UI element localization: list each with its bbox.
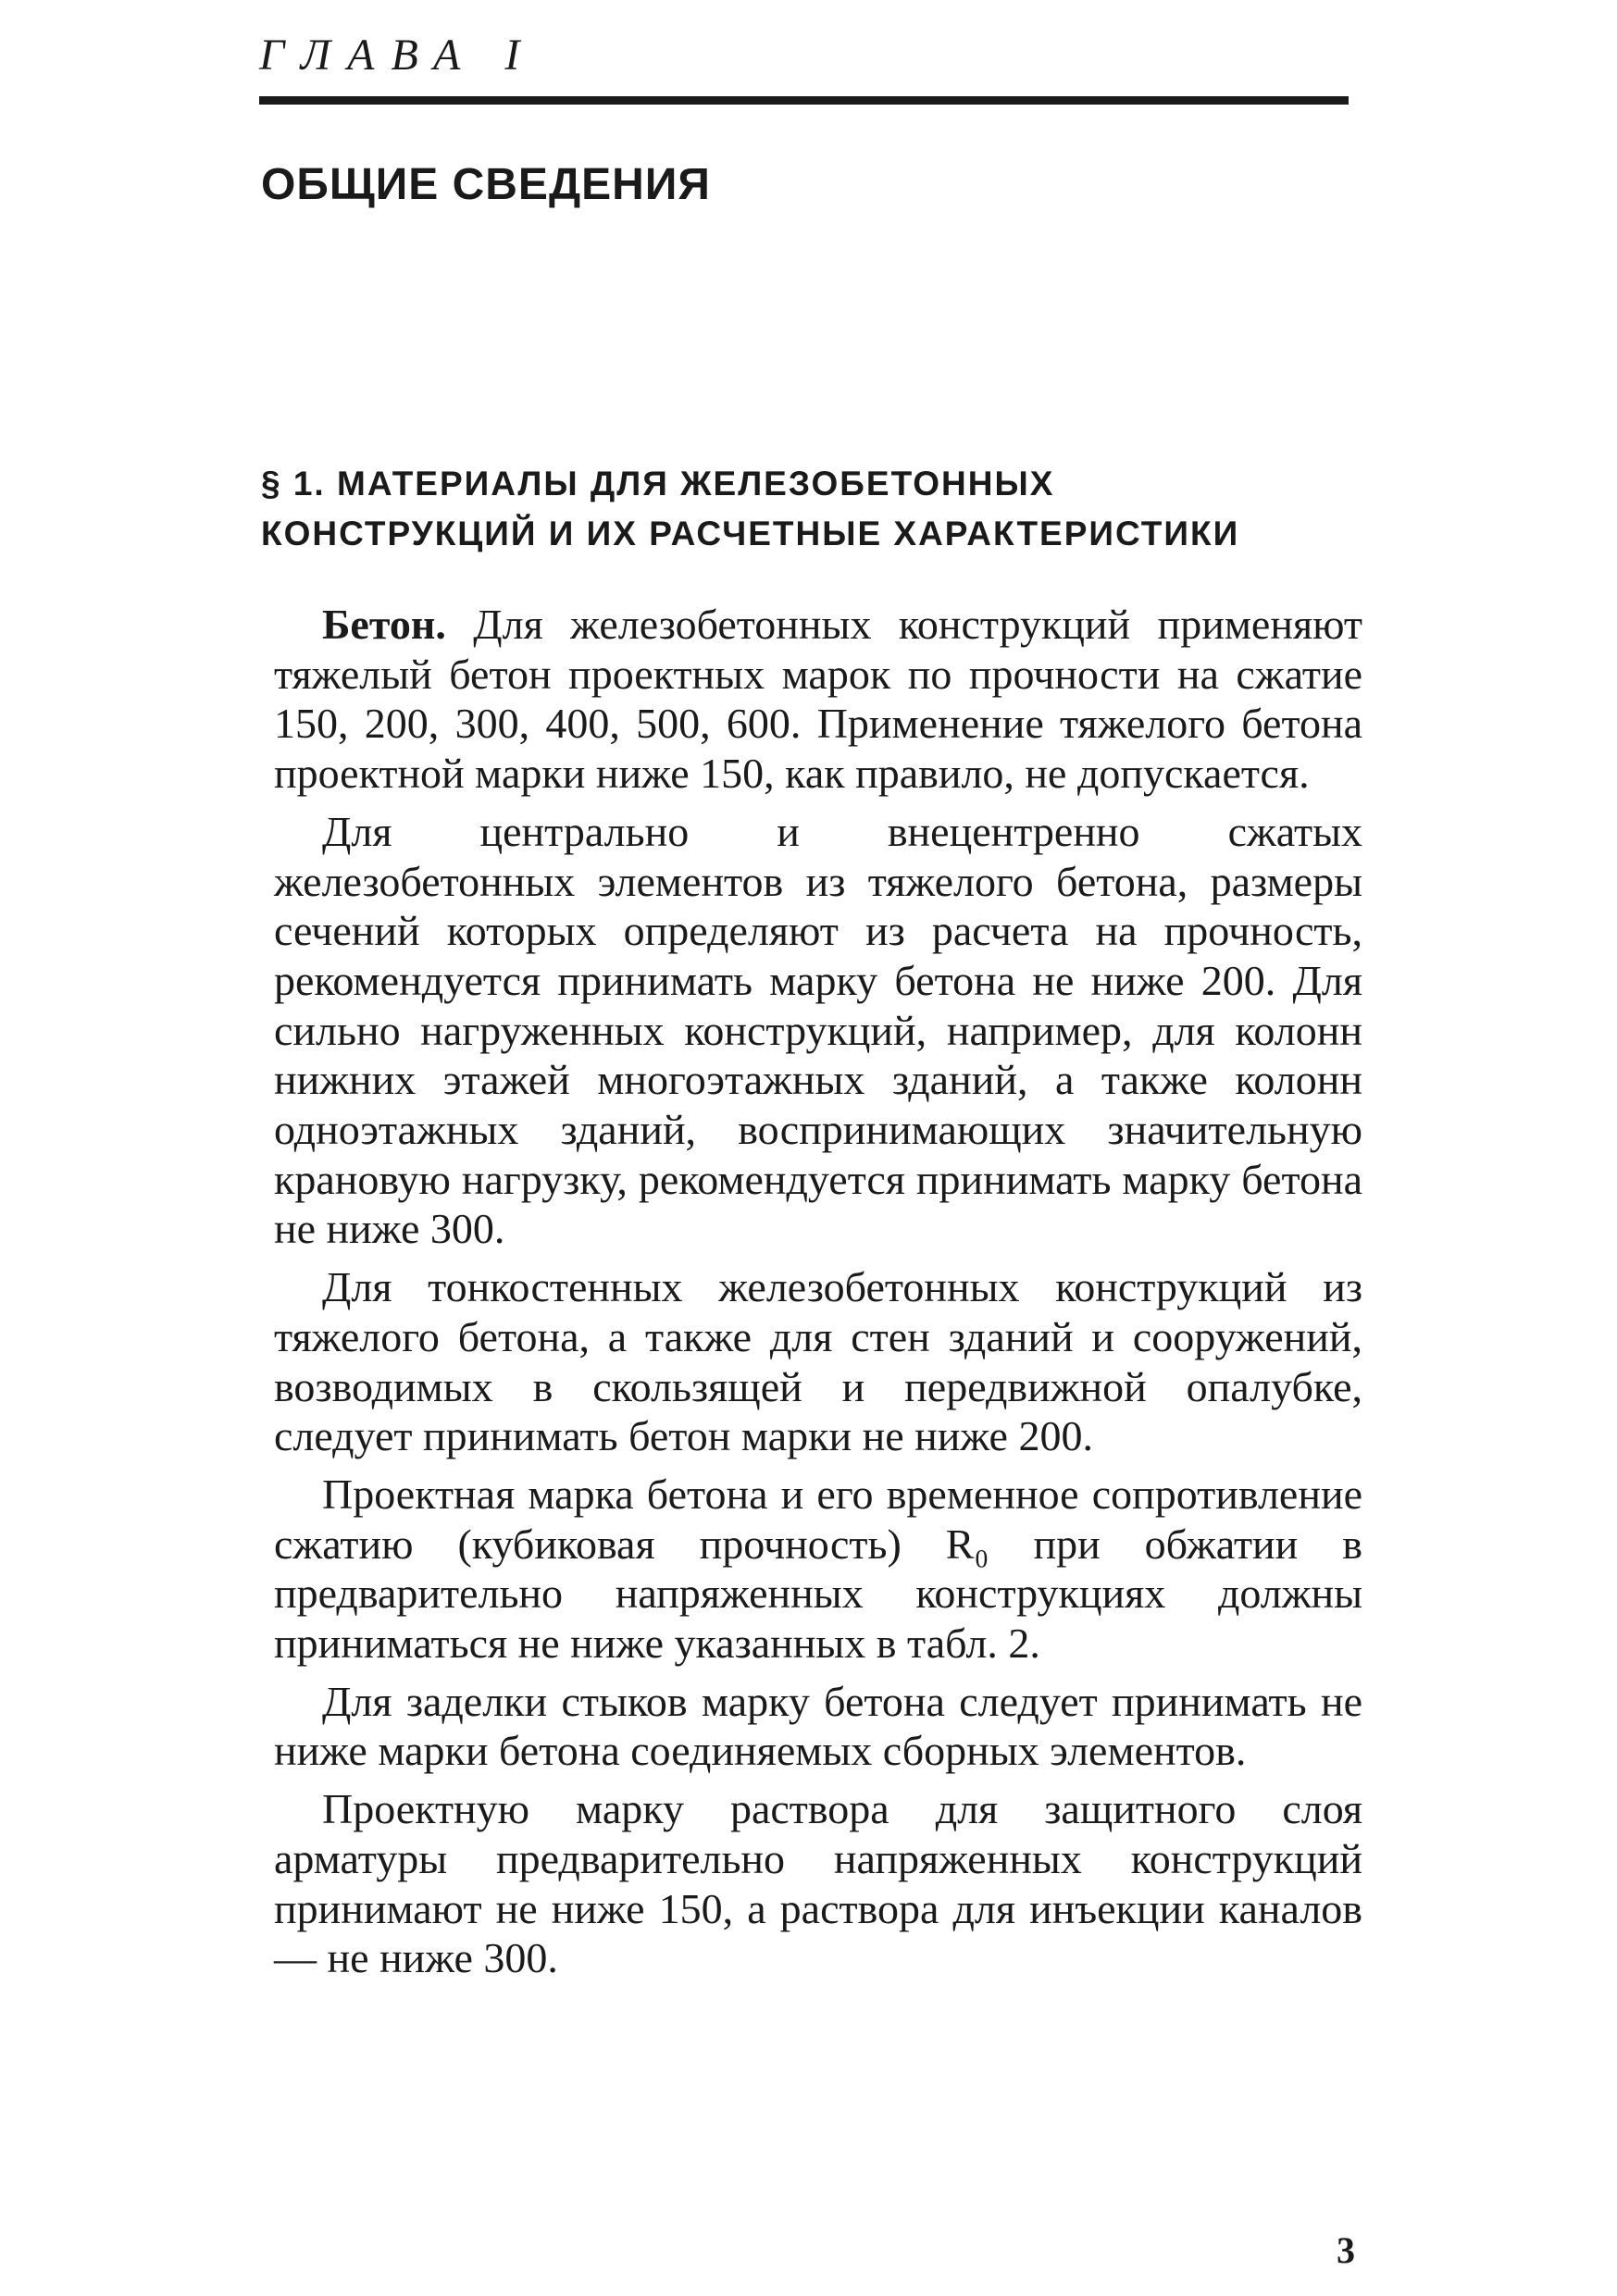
page-number: 3 xyxy=(1337,2229,1355,2271)
paragraph-joints: Для заделки стыков марку бетона следует принимать не ниже марки бетона соединяемых сборных элементов. xyxy=(274,1677,1362,1775)
section-heading-line-1: § 1. МАТЕРИАЛЫ ДЛЯ ЖЕЛЕЗОБЕТОННЫХ xyxy=(261,465,1055,503)
paragraph-concrete-grades xyxy=(274,600,1362,799)
chapter-rule xyxy=(259,96,1349,105)
section-heading xyxy=(261,459,1353,559)
paragraph-compressed-elements: Для центрально и внецентренно сжатых железобетонных элементов из тяжелого бетона, размеры сечений которых определяют из расчета на прочность, рекомендуется принимать марку бетона не ниже 200. Для сильно нагруженных конструкций, например, для колонн нижних этажей многоэтажных зданий, а также колонн одноэтажных зданий, воспринимающих значительную крановую нагрузку, рекомендуется принимать марку бетона не ниже 300. xyxy=(274,807,1362,1253)
paragraph-prestressed: Проектная марка бетона и его временное сопротивление сжатию (кубиковая прочность) R₀ при обжатии в предварительно напряженных конструкциях должны приниматься не ниже указанных в табл. 2. xyxy=(274,1470,1362,1668)
paragraph-thin-walled: Для тонкостенных железобетонных конструкций из тяжелого бетона, а также для стен зданий и сооружений, возводимых в скользящей и передвижной опалубке, следует принимать бетон марки не ниже 200. xyxy=(274,1263,1362,1460)
paragraph-lead: Бетон. xyxy=(322,601,446,648)
section-heading-line-2: КОНСТРУКЦИЙ И ИХ РАСЧЕТНЫЕ ХАРАКТЕРИСТИКИ xyxy=(261,515,1240,552)
chapter-title: ОБЩИЕ СВЕДЕНИЯ xyxy=(261,160,711,209)
body-text xyxy=(274,600,1362,1992)
paragraph-mortar: Проектную марку раствора для защитного слоя арматуры предварительно напряженных конструкций принимают не ниже 150, а раствора для инъекции каналов — не ниже 300. xyxy=(274,1785,1362,1982)
paragraph-text: Для железобетонных конструкций применяют тяжелый бетон проектных марок по прочности на сжатие 150, 200, 300, 400, 500, 600. Применение тяжелого бетона проектной марки ниже 150, как правило, не допускается. xyxy=(274,601,1362,798)
chapter-label: ГЛАВА I xyxy=(259,31,537,80)
